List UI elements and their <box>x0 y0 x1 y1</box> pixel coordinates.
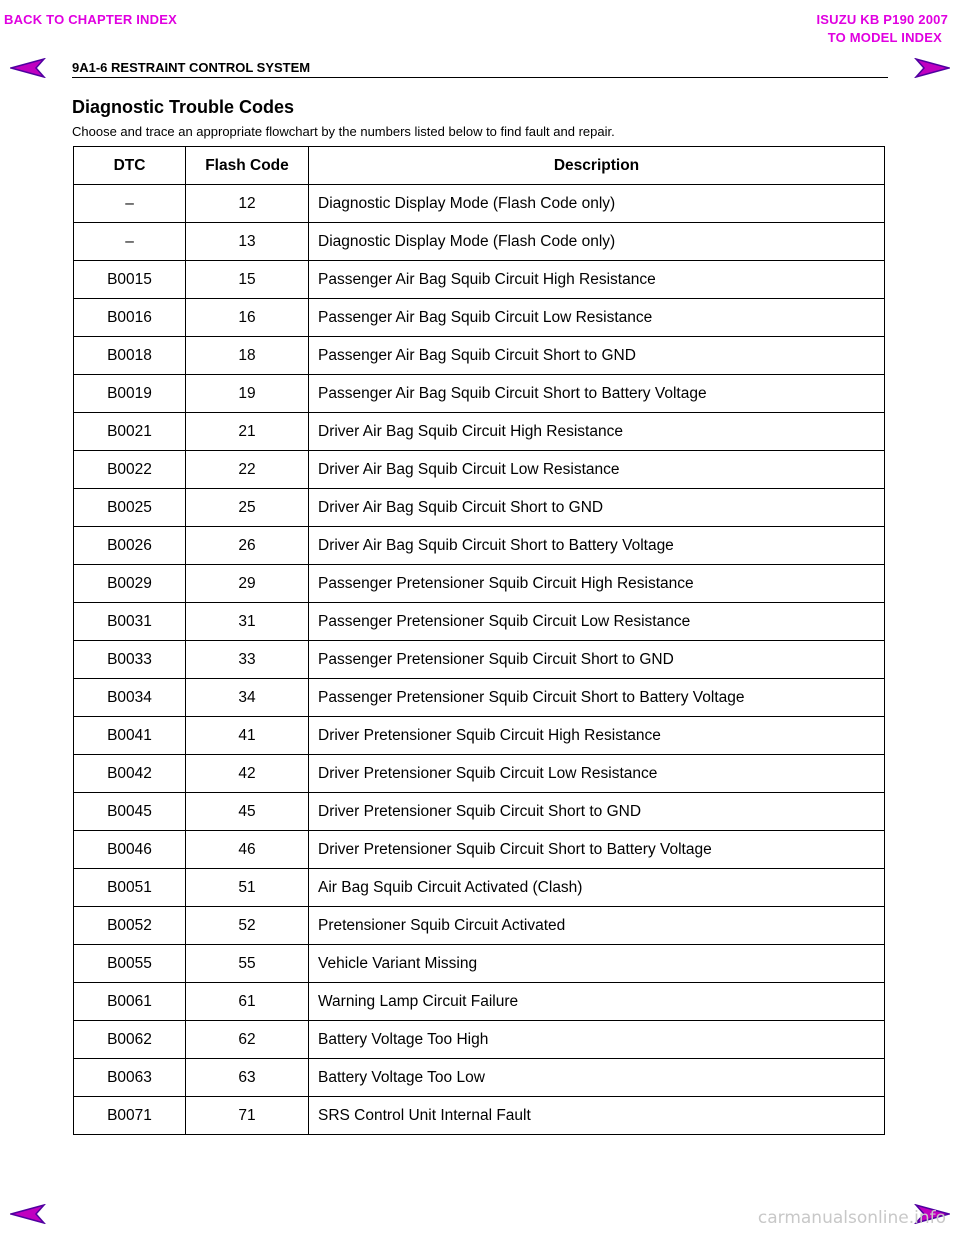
table-row <box>74 603 885 641</box>
table-row <box>74 565 885 603</box>
dtc-cell: B0052 <box>74 907 186 945</box>
description-cell: Battery Voltage Too High <box>309 1021 885 1059</box>
flash-code-cell: 31 <box>186 603 309 641</box>
table-row <box>74 1097 885 1135</box>
dtc-cell: B0063 <box>74 1059 186 1097</box>
dtc-cell: B0033 <box>74 641 186 679</box>
flash-code-cell: 19 <box>186 375 309 413</box>
dtc-cell: B0062 <box>74 1021 186 1059</box>
flash-code-cell: 46 <box>186 831 309 869</box>
table-row <box>74 755 885 793</box>
dtc-cell: B0034 <box>74 679 186 717</box>
dtc-cell: B0051 <box>74 869 186 907</box>
description-cell: Passenger Pretensioner Squib Circuit Short to GND <box>309 641 885 679</box>
table-row <box>74 489 885 527</box>
dtc-cell: B0025 <box>74 489 186 527</box>
back-to-chapter-index-link[interactable]: BACK TO CHAPTER INDEX <box>4 12 177 27</box>
description-cell: Passenger Air Bag Squib Circuit Low Resistance <box>309 299 885 337</box>
model-title-link[interactable]: ISUZU KB P190 2007 <box>816 12 948 27</box>
dtc-cell: B0041 <box>74 717 186 755</box>
table-row <box>74 527 885 565</box>
flash-code-cell: 26 <box>186 527 309 565</box>
table-row <box>74 185 885 223</box>
dtc-cell: B0042 <box>74 755 186 793</box>
dtc-cell: – <box>74 223 186 261</box>
table-row <box>74 299 885 337</box>
table-row <box>74 413 885 451</box>
dtc-cell: B0046 <box>74 831 186 869</box>
flash-code-cell: 12 <box>186 185 309 223</box>
watermark: carmanualsonline.info <box>757 1208 946 1228</box>
table-row <box>74 907 885 945</box>
flash-code-cell: 42 <box>186 755 309 793</box>
table-row <box>74 793 885 831</box>
previous-page-arrow-icon[interactable] <box>10 58 48 78</box>
description-cell: Driver Air Bag Squib Circuit Short to Battery Voltage <box>309 527 885 565</box>
dtc-cell: B0019 <box>74 375 186 413</box>
table-row <box>74 223 885 261</box>
description-cell: Passenger Air Bag Squib Circuit Short to GND <box>309 337 885 375</box>
page-header: 9A1-6 RESTRAINT CONTROL SYSTEM <box>72 60 888 78</box>
table-row <box>74 375 885 413</box>
to-model-index-link[interactable]: TO MODEL INDEX <box>827 30 942 45</box>
description-cell: Passenger Air Bag Squib Circuit High Resistance <box>309 261 885 299</box>
dtc-cell: B0045 <box>74 793 186 831</box>
table-row <box>74 451 885 489</box>
table-row <box>74 869 885 907</box>
section-title: Diagnostic Trouble Codes <box>72 97 295 117</box>
description-cell: Driver Pretensioner Squib Circuit Short to GND <box>309 793 885 831</box>
dtc-cell: B0055 <box>74 945 186 983</box>
flash-code-cell: 13 <box>186 223 309 261</box>
flash-code-cell: 29 <box>186 565 309 603</box>
table-row <box>74 983 885 1021</box>
description-cell: SRS Control Unit Internal Fault <box>309 1097 885 1135</box>
flash-code-cell: 21 <box>186 413 309 451</box>
dtc-cell: B0071 <box>74 1097 186 1135</box>
dtc-cell: B0021 <box>74 413 186 451</box>
dtc-cell: B0061 <box>74 983 186 1021</box>
table-row <box>74 1021 885 1059</box>
description-cell: Passenger Pretensioner Squib Circuit Short to Battery Voltage <box>309 679 885 717</box>
dtc-cell: B0026 <box>74 527 186 565</box>
flash-code-cell: 41 <box>186 717 309 755</box>
header-dtc: DTC <box>74 147 186 185</box>
description-cell: Driver Pretensioner Squib Circuit Low Resistance <box>309 755 885 793</box>
flash-code-cell: 16 <box>186 299 309 337</box>
dtc-cell: B0031 <box>74 603 186 641</box>
description-cell: Diagnostic Display Mode (Flash Code only) <box>309 223 885 261</box>
flash-code-cell: 51 <box>186 869 309 907</box>
table-row <box>74 831 885 869</box>
table-row <box>74 717 885 755</box>
table-header-row <box>74 147 885 185</box>
table-row <box>74 337 885 375</box>
dtc-table <box>73 146 885 1135</box>
dtc-cell: B0029 <box>74 565 186 603</box>
flash-code-cell: 18 <box>186 337 309 375</box>
description-cell: Passenger Pretensioner Squib Circuit Low Resistance <box>309 603 885 641</box>
description-cell: Driver Pretensioner Squib Circuit High Resistance <box>309 717 885 755</box>
description-cell: Pretensioner Squib Circuit Activated <box>309 907 885 945</box>
table-row <box>74 679 885 717</box>
description-cell: Vehicle Variant Missing <box>309 945 885 983</box>
flash-code-cell: 52 <box>186 907 309 945</box>
flash-code-cell: 25 <box>186 489 309 527</box>
description-cell: Driver Pretensioner Squib Circuit Short to Battery Voltage <box>309 831 885 869</box>
dtc-cell: B0018 <box>74 337 186 375</box>
intro-text: Choose and trace an appropriate flowchart by the numbers listed below to find fault and repair. <box>72 124 615 139</box>
description-cell: Diagnostic Display Mode (Flash Code only) <box>309 185 885 223</box>
description-cell: Driver Air Bag Squib Circuit High Resistance <box>309 413 885 451</box>
flash-code-cell: 15 <box>186 261 309 299</box>
table-row <box>74 945 885 983</box>
table-row <box>74 641 885 679</box>
flash-code-cell: 33 <box>186 641 309 679</box>
flash-code-cell: 63 <box>186 1059 309 1097</box>
flash-code-cell: 55 <box>186 945 309 983</box>
table-row <box>74 261 885 299</box>
header-description: Description <box>309 147 885 185</box>
description-cell: Passenger Air Bag Squib Circuit Short to Battery Voltage <box>309 375 885 413</box>
description-cell: Driver Air Bag Squib Circuit Low Resistance <box>309 451 885 489</box>
table-row <box>74 1059 885 1097</box>
description-cell: Air Bag Squib Circuit Activated (Clash) <box>309 869 885 907</box>
previous-page-arrow-icon[interactable] <box>10 1204 48 1224</box>
dtc-cell: B0016 <box>74 299 186 337</box>
dtc-cell: B0015 <box>74 261 186 299</box>
description-cell: Passenger Pretensioner Squib Circuit High Resistance <box>309 565 885 603</box>
flash-code-cell: 22 <box>186 451 309 489</box>
flash-code-cell: 34 <box>186 679 309 717</box>
flash-code-cell: 71 <box>186 1097 309 1135</box>
description-cell: Warning Lamp Circuit Failure <box>309 983 885 1021</box>
flash-code-cell: 62 <box>186 1021 309 1059</box>
header-flash-code: Flash Code <box>186 147 309 185</box>
flash-code-cell: 61 <box>186 983 309 1021</box>
flash-code-cell: 45 <box>186 793 309 831</box>
dtc-cell: – <box>74 185 186 223</box>
description-cell: Driver Air Bag Squib Circuit Short to GND <box>309 489 885 527</box>
description-cell: Battery Voltage Too Low <box>309 1059 885 1097</box>
dtc-cell: B0022 <box>74 451 186 489</box>
next-page-arrow-icon[interactable] <box>912 58 950 78</box>
